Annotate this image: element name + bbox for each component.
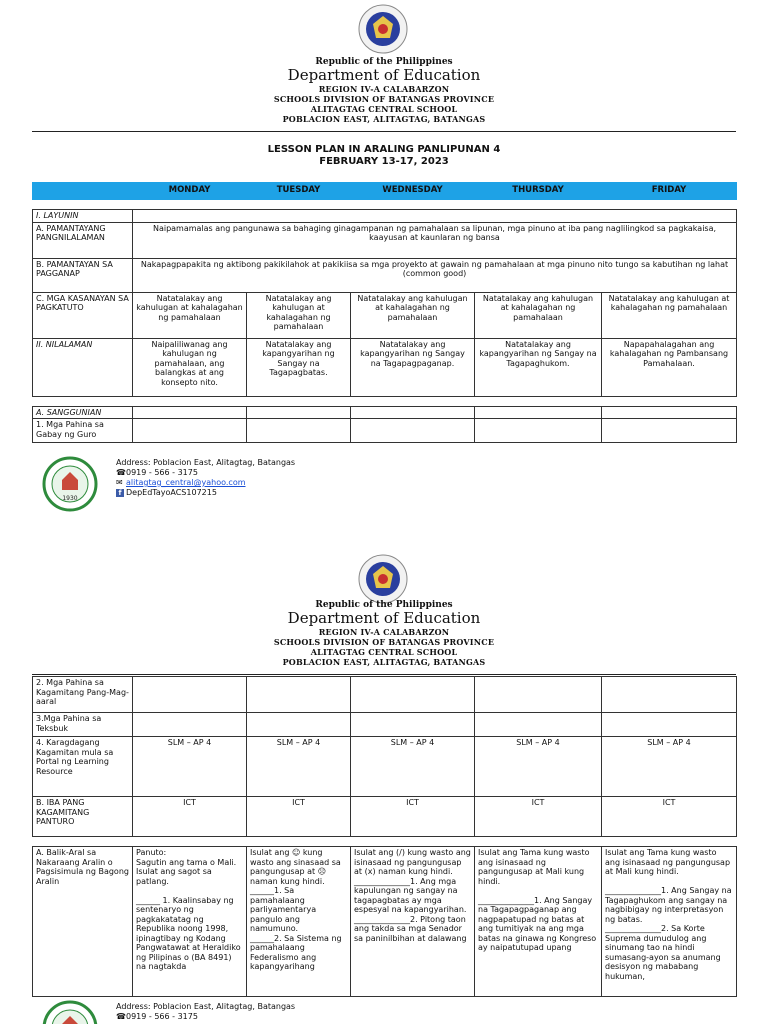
kasanayan-row bbox=[33, 292, 737, 338]
balik-monday: Panuto: Sagutin ang tama o Mali. Isulat ang sagot sa patlang. ______ 1. Kaalinsabay ng sentenaryo ng pagkakatatag ng Republika noong 1998, ipinagtibay ng Kodang Pangwatawat at Heraldiko ng Pilipinas o (BA 8491) na nagtakda bbox=[133, 847, 247, 997]
day-header-blank bbox=[33, 183, 133, 200]
slm-friday: SLM – AP 4 bbox=[602, 737, 737, 797]
day-tuesday: TUESDAY bbox=[247, 183, 351, 200]
nilalaman-row bbox=[33, 338, 737, 396]
region-label: REGION IV-A CALABARZON bbox=[318, 84, 450, 94]
spacer-row-2 bbox=[33, 396, 737, 406]
kagamitan-row bbox=[33, 677, 737, 713]
teksbuk-row bbox=[33, 713, 737, 737]
pangnilalaman-text: Naipamamalas ang pangunawa sa bahaging ginagampanan ng pamahalaan sa lipunan, mga pinuno at iba pang naglilingkod sa pagkakaisa, kaayusan at kaunlaran ng bansa bbox=[133, 222, 737, 258]
email-link[interactable]: alitagtag_central@yahoo.com bbox=[126, 478, 246, 487]
iba-row bbox=[33, 797, 737, 837]
balik-wednesday: Isulat ang (/) kung wasto ang isinasaad ng pangungusap at (x) naman kung hindi. ______________1. Ang mga kapulungan ng sangay na tagapagbatas ay mga espesyal na kapangyarihan. ______________2. Pitong taon ang takda sa mga Senador sa paninilbihan at dalawang bbox=[351, 847, 475, 997]
day-friday: FRIDAY bbox=[602, 183, 737, 200]
lesson-plan-title bbox=[0, 144, 768, 168]
sanggunian-label: A. SANGGUNIAN bbox=[33, 406, 133, 419]
deped-seal-icon bbox=[358, 4, 408, 54]
pagganap-text: Nakapagpapakita ng aktibong pakikilahok at pakikiisa sa mga proyekto at gawain ng pamahalaan at mga pinuno nito tungo sa kabutihan ng lahat (common good) bbox=[133, 258, 737, 292]
nilalaman-friday: Napapahalagahan ang kahalagahan ng Pambansang Pamahalaan. bbox=[602, 338, 737, 396]
pagganap-label: B. PAMANTAYAN SA PAGGANAP bbox=[33, 258, 133, 292]
footer-address: Address: Poblacion East, Alitagtag, Batangas bbox=[116, 1002, 296, 1011]
facebook-icon: f bbox=[116, 489, 124, 497]
sanggunian-row bbox=[33, 406, 737, 419]
division-label: SCHOOLS DIVISION OF BATANGAS PROVINCE bbox=[273, 94, 495, 104]
ict-tuesday: ICT bbox=[247, 797, 351, 837]
school-label: ALITAGTAG CENTRAL SCHOOL bbox=[310, 647, 458, 657]
kasanayan-monday: Natatalakay ang kahulugan at kahalagahan ng pamahalaan bbox=[133, 292, 247, 338]
republic-label: Republic of the Philippines bbox=[315, 57, 453, 67]
karagdagang-row bbox=[33, 737, 737, 797]
ict-thursday: ICT bbox=[475, 797, 602, 837]
location-label: POBLACION EAST, ALITAGTAG, BATANGAS bbox=[282, 657, 486, 667]
pangnilalaman-row bbox=[33, 222, 737, 258]
header-divider bbox=[32, 674, 736, 675]
letterhead bbox=[0, 600, 768, 667]
slm-monday: SLM – AP 4 bbox=[133, 737, 247, 797]
republic-label: Republic of the Philippines bbox=[315, 600, 453, 610]
school-seal-year: 1930 bbox=[62, 495, 78, 502]
footer-page-two bbox=[42, 1000, 442, 1024]
karagdagang-label: 4. Karagdagang Kagamitan mula sa Portal ng Learning Resource bbox=[33, 737, 133, 797]
phone-icon: ☎ bbox=[116, 1012, 126, 1021]
day-header-row bbox=[33, 183, 737, 200]
department-title: Department of Education bbox=[287, 66, 481, 84]
balik-friday: Isulat ang Tama kung wasto ang isinasaad ng pangungusap at Mali kung hindi. ______________1. Ang Sangay na Tagapaghukom ang sangay na nagbibigay ng interpretasyon ng batas. ______________2. Sa Korte Suprema dumudulog ang sinumang tao na hindi sumasang-ayon sa anumang desisyon ng mababang hukuman, bbox=[602, 847, 737, 997]
balik-row bbox=[33, 847, 737, 997]
school-seal-icon bbox=[42, 456, 98, 512]
balik-tuesday: Isulat ang ☺ kung wasto ang sinasaad sa pangungusap at ☹ naman kung hindi. ______1. Sa pamahalaang parliyamentarya pangulo ang namumuno. ______2. Sa Sistema ng pamahalaang Federalismo ang kapangyarihang bbox=[247, 847, 351, 997]
department-title: Department of Education bbox=[287, 609, 481, 627]
ict-monday: ICT bbox=[133, 797, 247, 837]
lesson-plan-table-page-one bbox=[32, 182, 737, 443]
lesson-plan-dates: FEBRUARY 13-17, 2023 bbox=[319, 156, 449, 167]
teksbuk-label: 3.Mga Pahina sa Teksbuk bbox=[33, 713, 133, 737]
mail-icon: ✉ bbox=[116, 478, 123, 487]
phone-icon: ☎ bbox=[116, 468, 126, 477]
lesson-plan-subject: LESSON PLAN IN ARALING PANLIPUNAN 4 bbox=[267, 144, 501, 155]
ict-wednesday: ICT bbox=[351, 797, 475, 837]
kasanayan-wednesday: Natatalakay ang kahulugan at kahalagahan ng pamahalaan bbox=[351, 292, 475, 338]
balik-thursday: Isulat ang Tama kung wasto ang isinasaad ng pangungusap at Mali kung hindi. ______________1. Ang Sangay na Tagapagpaganap ang nagpapatupad ng batas at ang tumitiyak na ang mga batas na ginawa ng Kongreso ay naipatutupad upang bbox=[475, 847, 602, 997]
school-label: ALITAGTAG CENTRAL SCHOOL bbox=[310, 104, 458, 114]
spacer-row-3 bbox=[33, 837, 737, 847]
gabay-row bbox=[33, 419, 737, 443]
location-label: POBLACION EAST, ALITAGTAG, BATANGAS bbox=[282, 114, 486, 124]
footer-phone: ☎0919 - 566 - 3175 bbox=[116, 1012, 198, 1021]
footer-email bbox=[116, 478, 246, 488]
gabay-label: 1. Mga Pahina sa Gabay ng Guro bbox=[33, 419, 133, 443]
day-monday: MONDAY bbox=[133, 183, 247, 200]
layunin-row bbox=[33, 210, 737, 223]
spacer-row bbox=[33, 200, 737, 210]
deped-seal-icon bbox=[358, 554, 408, 604]
school-seal-icon bbox=[42, 1000, 98, 1024]
nilalaman-monday: Naipaliliwanag ang kahulugan ng pamahalaan, ang balangkas at ang konsepto nito. bbox=[133, 338, 247, 396]
region-label: REGION IV-A CALABARZON bbox=[318, 627, 450, 637]
footer-phone: ☎0919 - 566 - 3175 bbox=[116, 468, 198, 477]
kasanayan-friday: Natatalakay ang kahulugan at kahalagahan ng pamahalaan bbox=[602, 292, 737, 338]
nilalaman-wednesday: Natatalakay ang kapangyarihan ng Sangay na Tagapagpaganap. bbox=[351, 338, 475, 396]
balik-label: A. Balik-Aral sa Nakaraang Aralin o Pagsisimula ng Bagong Aralin bbox=[33, 847, 133, 997]
kagamitan-label: 2. Mga Pahina sa Kagamitang Pang-Mag-aaral bbox=[33, 677, 133, 713]
day-wednesday: WEDNESDAY bbox=[351, 183, 475, 200]
pangnilalaman-label: A. PAMANTAYANG PANGNILALAMAN bbox=[33, 222, 133, 258]
letterhead bbox=[0, 57, 768, 124]
header-divider bbox=[32, 131, 736, 132]
pagganap-row bbox=[33, 258, 737, 292]
nilalaman-thursday: Natatalakay ang kapangyarihan ng Sangay na Tagapaghukom. bbox=[475, 338, 602, 396]
division-label: SCHOOLS DIVISION OF BATANGAS PROVINCE bbox=[273, 637, 495, 647]
layunin-label: I. LAYUNIN bbox=[33, 210, 133, 223]
day-thursday: THURSDAY bbox=[475, 183, 602, 200]
page-two bbox=[0, 548, 768, 1024]
kasanayan-thursday: Natatalakay ang kahulugan at kahalagahan ng pamahalaan bbox=[475, 292, 602, 338]
kasanayan-label: C. MGA KASANAYAN SA PAGKATUTO bbox=[33, 292, 133, 338]
nilalaman-tuesday: Natatalakay ang kapangyarihan ng Sangay na Tagapagbatas. bbox=[247, 338, 351, 396]
ict-friday: ICT bbox=[602, 797, 737, 837]
lesson-plan-table-page-two bbox=[32, 676, 737, 997]
iba-label: B. IBA PANG KAGAMITANG PANTURO bbox=[33, 797, 133, 837]
slm-wednesday: SLM – AP 4 bbox=[351, 737, 475, 797]
kasanayan-tuesday: Natatalakay ang kahulugan at kahalagahan ng pamahalaan bbox=[247, 292, 351, 338]
footer-page-one bbox=[42, 456, 442, 516]
footer-address: Address: Poblacion East, Alitagtag, Batangas bbox=[116, 458, 296, 467]
nilalaman-label: II. NILALAMAN bbox=[33, 338, 133, 396]
slm-tuesday: SLM – AP 4 bbox=[247, 737, 351, 797]
slm-thursday: SLM – AP 4 bbox=[475, 737, 602, 797]
footer-facebook: f DepEdTayoACS107215 bbox=[116, 488, 217, 498]
